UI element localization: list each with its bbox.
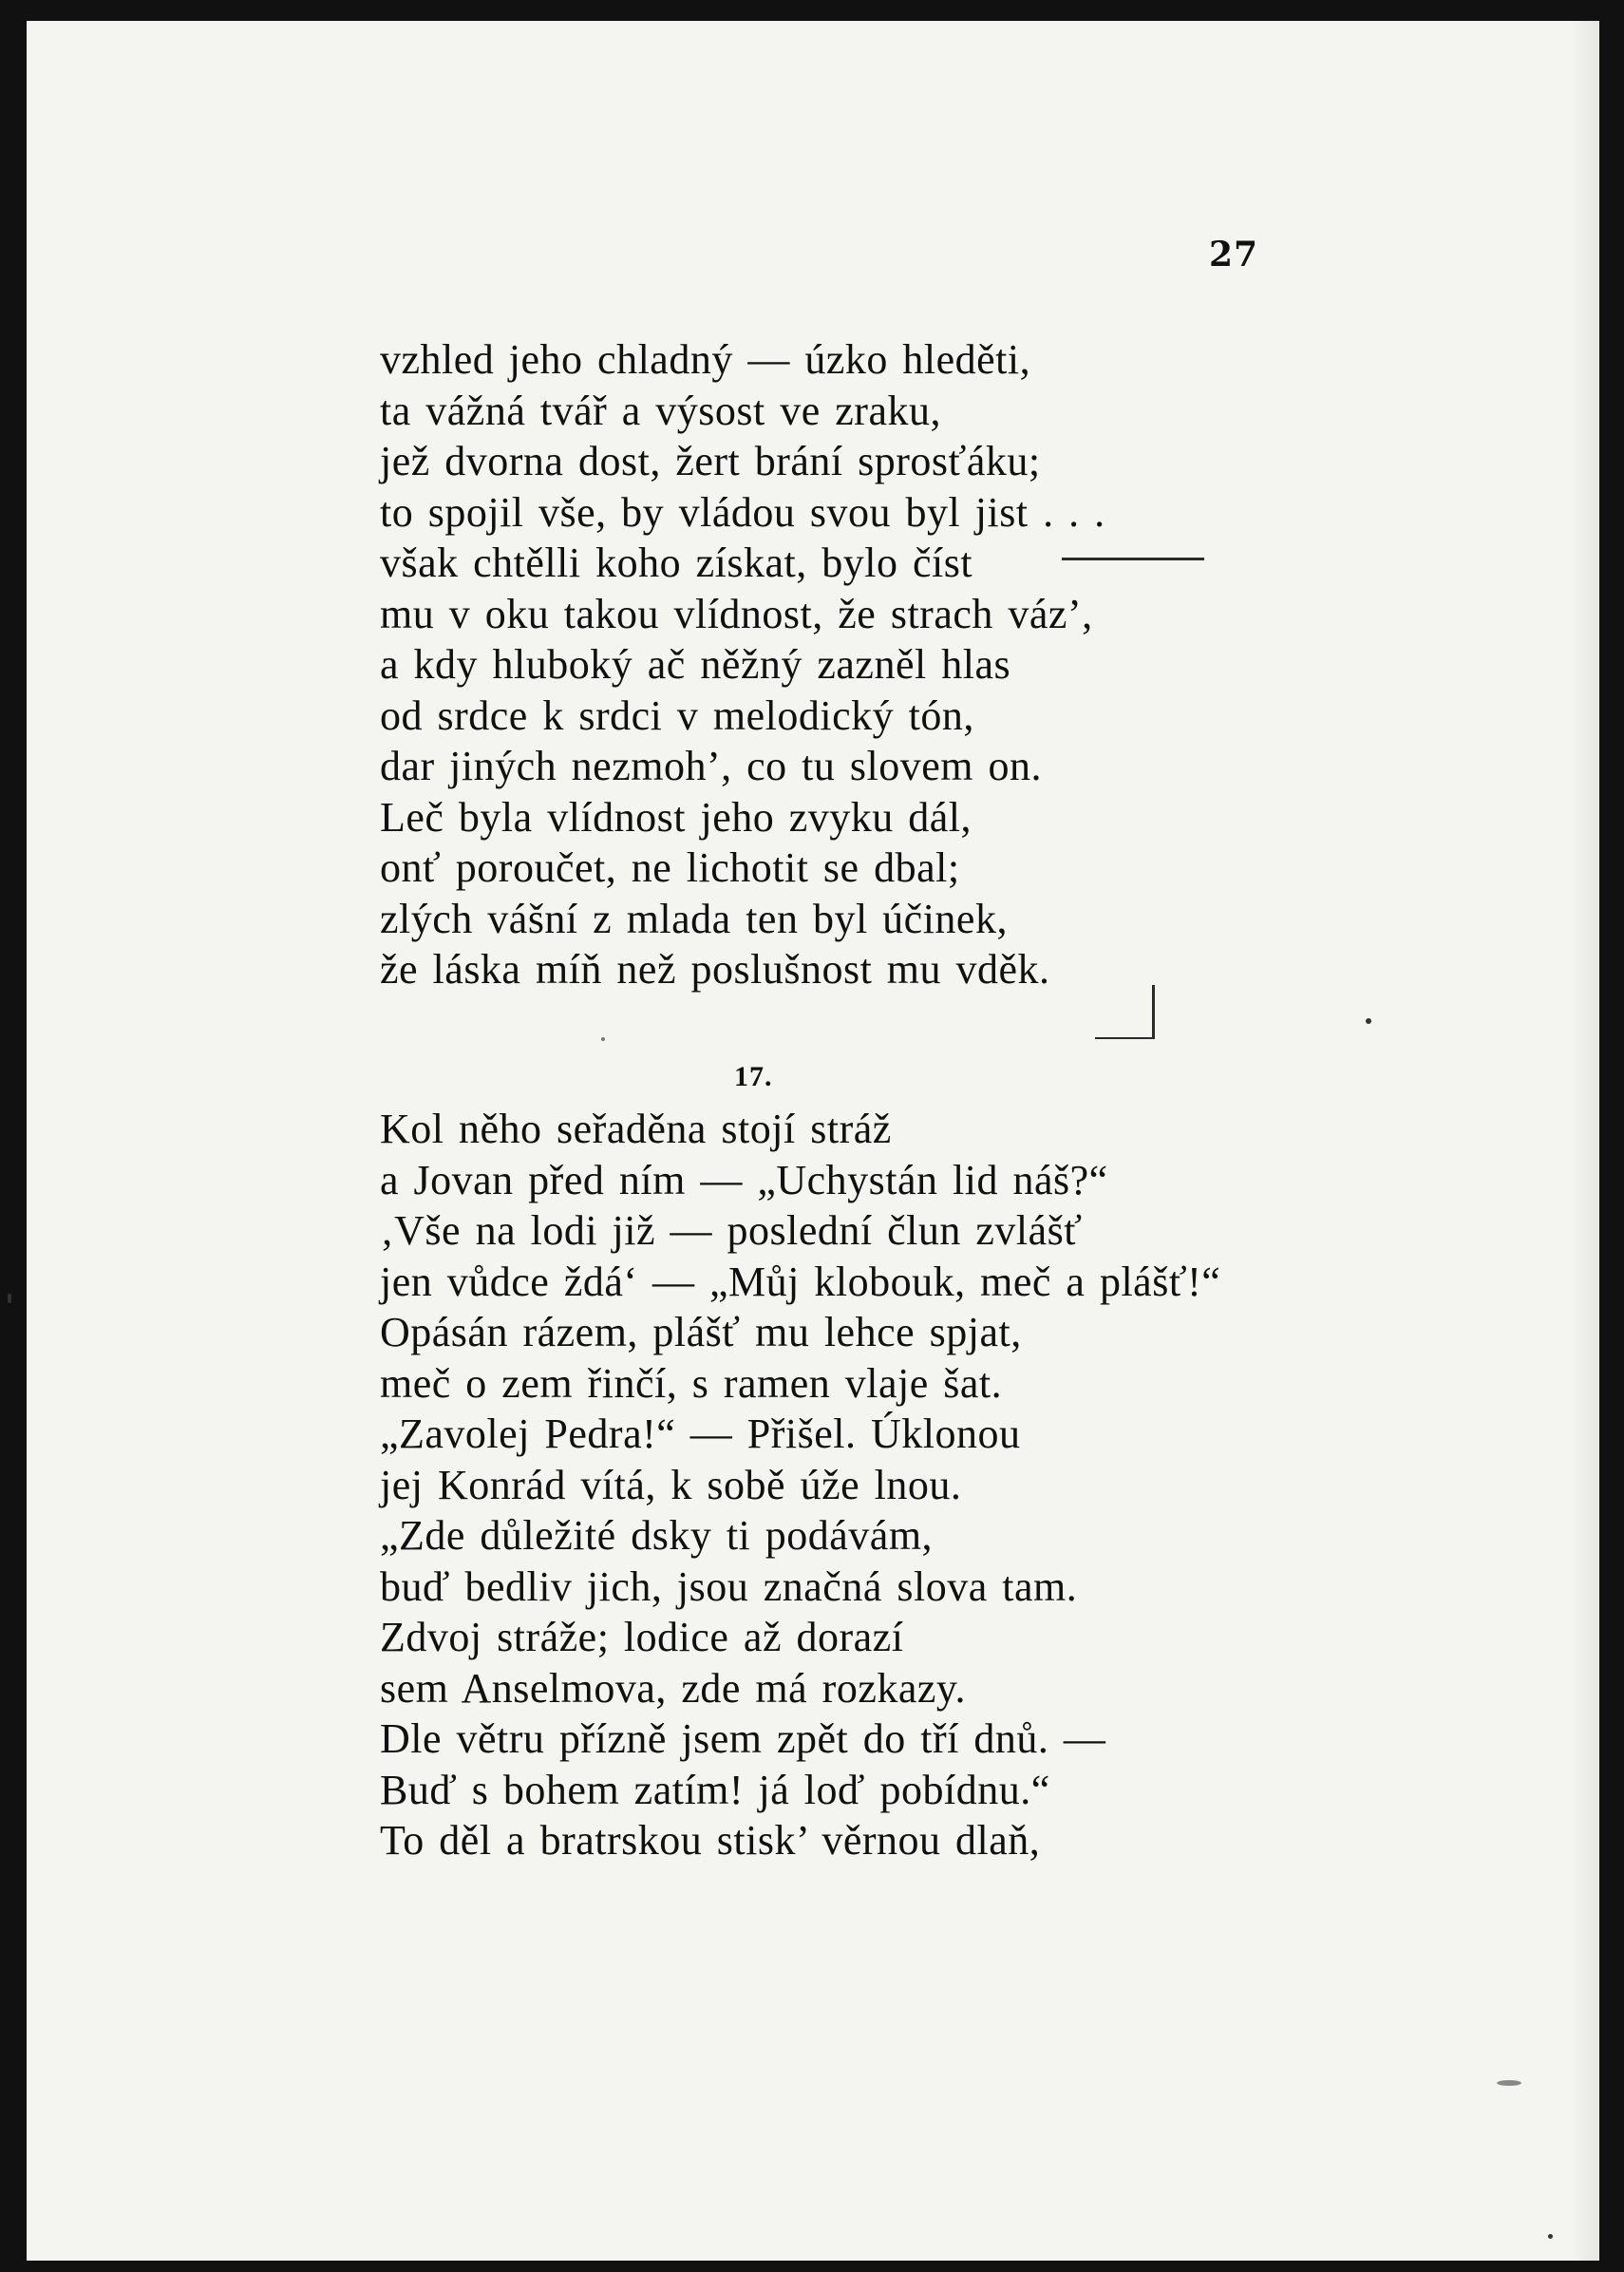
verse-line: to spojil vše, by vládou svou byl jist . . . [380,488,1105,536]
verse-line: Opásán rázem, plášť mu lehce spjat, [380,1309,1022,1355]
verse-line: onť poroučet, ne lichotit se dbal; [380,844,960,891]
verse-line: sem Anselmova, zde má rozkazy. [380,1664,967,1712]
stanza-1 [380,334,1105,995]
verse-line: a kdy hluboký ač něžný zazněl hlas [380,641,1011,688]
verse-line: dar jiných nezmoh’, co tu slovem on. [380,743,1042,789]
verse-line: meč o zem řinčí, s ramen vlaje šat. [380,1359,1003,1407]
verse-line: Kol něho seřaděna stojí stráž [380,1106,892,1152]
verse-line: jej Konrád vítá, k sobě úže lnou. [380,1461,962,1508]
verse-line: od srdce k srdci v melodický tón, [380,691,974,739]
scan-speck [1497,2080,1521,2086]
stanza-2 [380,1104,1220,1866]
scan-speck [1548,2234,1553,2239]
verse-line: Buď s bohem zatím! já loď pobídnu.“ [380,1766,1050,1813]
verse-line: ta vážná tvář a výsost ve zraku, [380,387,941,434]
verse-line: že láska míň než poslušnost mu vděk. [380,946,1050,993]
verse-line: vzhled jeho chladný — úzko hleděti, [380,336,1031,383]
section-number: 17. [734,1061,773,1092]
verse-line: Leč byla vlídnost jeho zvyku dál, [380,793,973,841]
verse-line: však chtělli koho získat, bylo číst [380,540,973,586]
verse-line: jen vůdce ždá‘ — „Můj klobouk, meč a plášť!“ [380,1258,1221,1305]
book-page [27,21,1599,2261]
verse-line: mu v oku takou vlídnost, že strach váz’, [380,590,1093,637]
verse-line: ‚Vše na lodi již — poslední člun zvlášť [380,1207,1083,1254]
verse-line: Zdvoj stráže; lodice až dorazí [380,1614,904,1660]
verse-line: jež dvorna dost, žert brání sprosťáku; [380,438,1041,484]
page-number: 27 [1209,235,1259,275]
scan-speck [1366,1018,1371,1024]
verse-line: „Zavolej Pedra!“ — Přišel. Úklonou [380,1411,1021,1457]
scan-speck [8,1294,11,1303]
verse-line: To děl a bratrskou stisk’ věrnou dlaň, [380,1817,1041,1864]
pencil-underline [1095,1037,1152,1039]
verse-line: buď bedliv jich, jsou značná slova tam. [380,1562,1078,1610]
page-edge-shadow [1571,21,1599,2261]
pencil-bracket [1152,985,1155,1039]
verse-line: a Jovan před ním — „Uchystán lid náš?“ [380,1156,1108,1203]
scan-speck [601,1037,605,1041]
verse-line: Dle větru přízně jsem zpět do tří dnů. — [380,1715,1106,1762]
pencil-underline [1062,558,1204,560]
verse-line: „Zde důležité dsky ti podávám, [380,1512,934,1559]
verse-line: zlých vášní z mlada ten byl účinek, [380,895,1008,942]
